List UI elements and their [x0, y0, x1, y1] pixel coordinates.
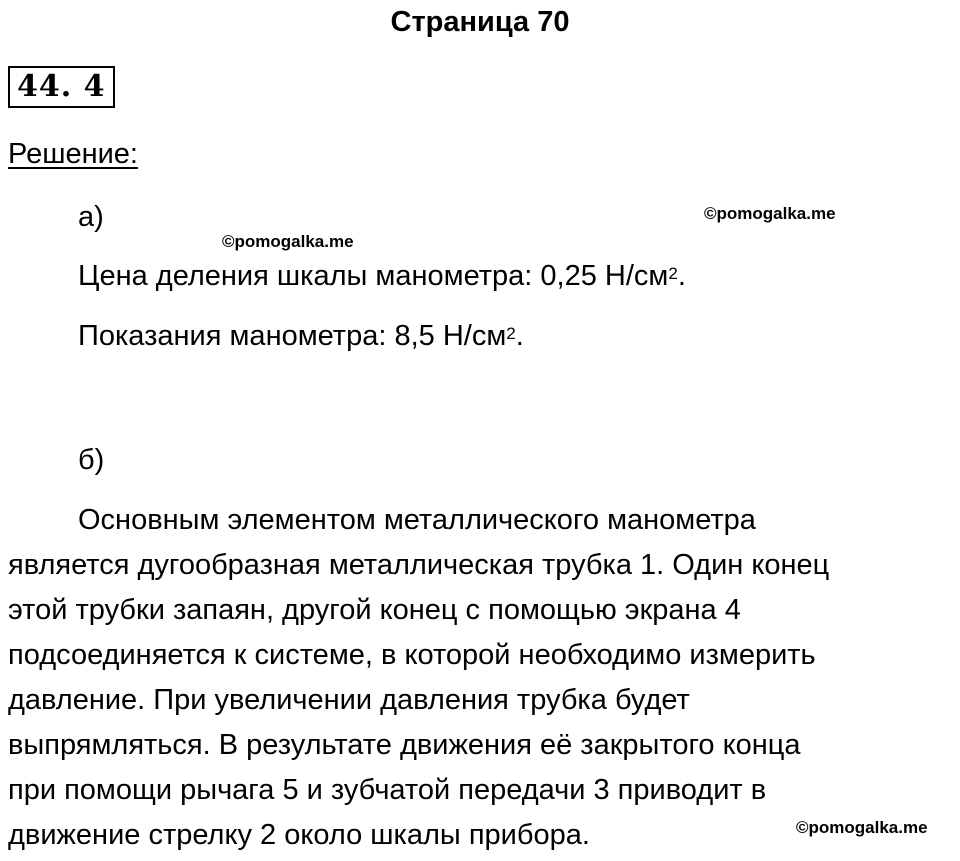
reading-end: .	[515, 320, 524, 352]
task-number-box: 44. 4	[8, 66, 115, 108]
watermark-top-right: ©pomogalka.me	[704, 204, 836, 223]
reading-line	[78, 316, 524, 356]
watermark-bottom-right: ©pomogalka.me	[796, 818, 928, 837]
solution-heading: Решение:	[8, 138, 138, 170]
paragraph-line: давление. При увеличении давления трубка будет	[8, 684, 690, 716]
paragraph-line: при помощи рычага 5 и зубчатой передачи 3 приводит в	[8, 774, 767, 806]
part-b-label: б)	[78, 444, 105, 476]
scale-division-text: Цена деления шкалы манометра: 0,25 Н/см	[78, 260, 669, 292]
scale-division-exponent: 2	[668, 264, 678, 283]
scale-division-line	[78, 256, 686, 296]
reading-text: Показания манометра: 8,5 Н/см	[78, 320, 507, 352]
watermark-part-a: ©pomogalka.me	[222, 232, 354, 251]
paragraph-line: подсоединяется к системе, в которой необходимо измерить	[8, 639, 816, 671]
paragraph-line: этой трубки запаян, другой конец с помощью экрана 4	[8, 594, 741, 626]
part-a-label: а)	[78, 201, 104, 233]
reading-exponent: 2	[506, 324, 516, 343]
scale-division-end: .	[677, 260, 686, 292]
page-title: Страница 70	[390, 6, 570, 38]
paragraph-line: является дугообразная металлическая трубка 1. Один конец	[8, 549, 830, 581]
paragraph-line: движение стрелку 2 около шкалы прибора.	[8, 819, 590, 851]
paragraph-line: выпрямляться. В результате движения её закрытого конца	[8, 729, 801, 761]
paragraph-line: Основным элементом металлического манометра	[78, 504, 756, 536]
